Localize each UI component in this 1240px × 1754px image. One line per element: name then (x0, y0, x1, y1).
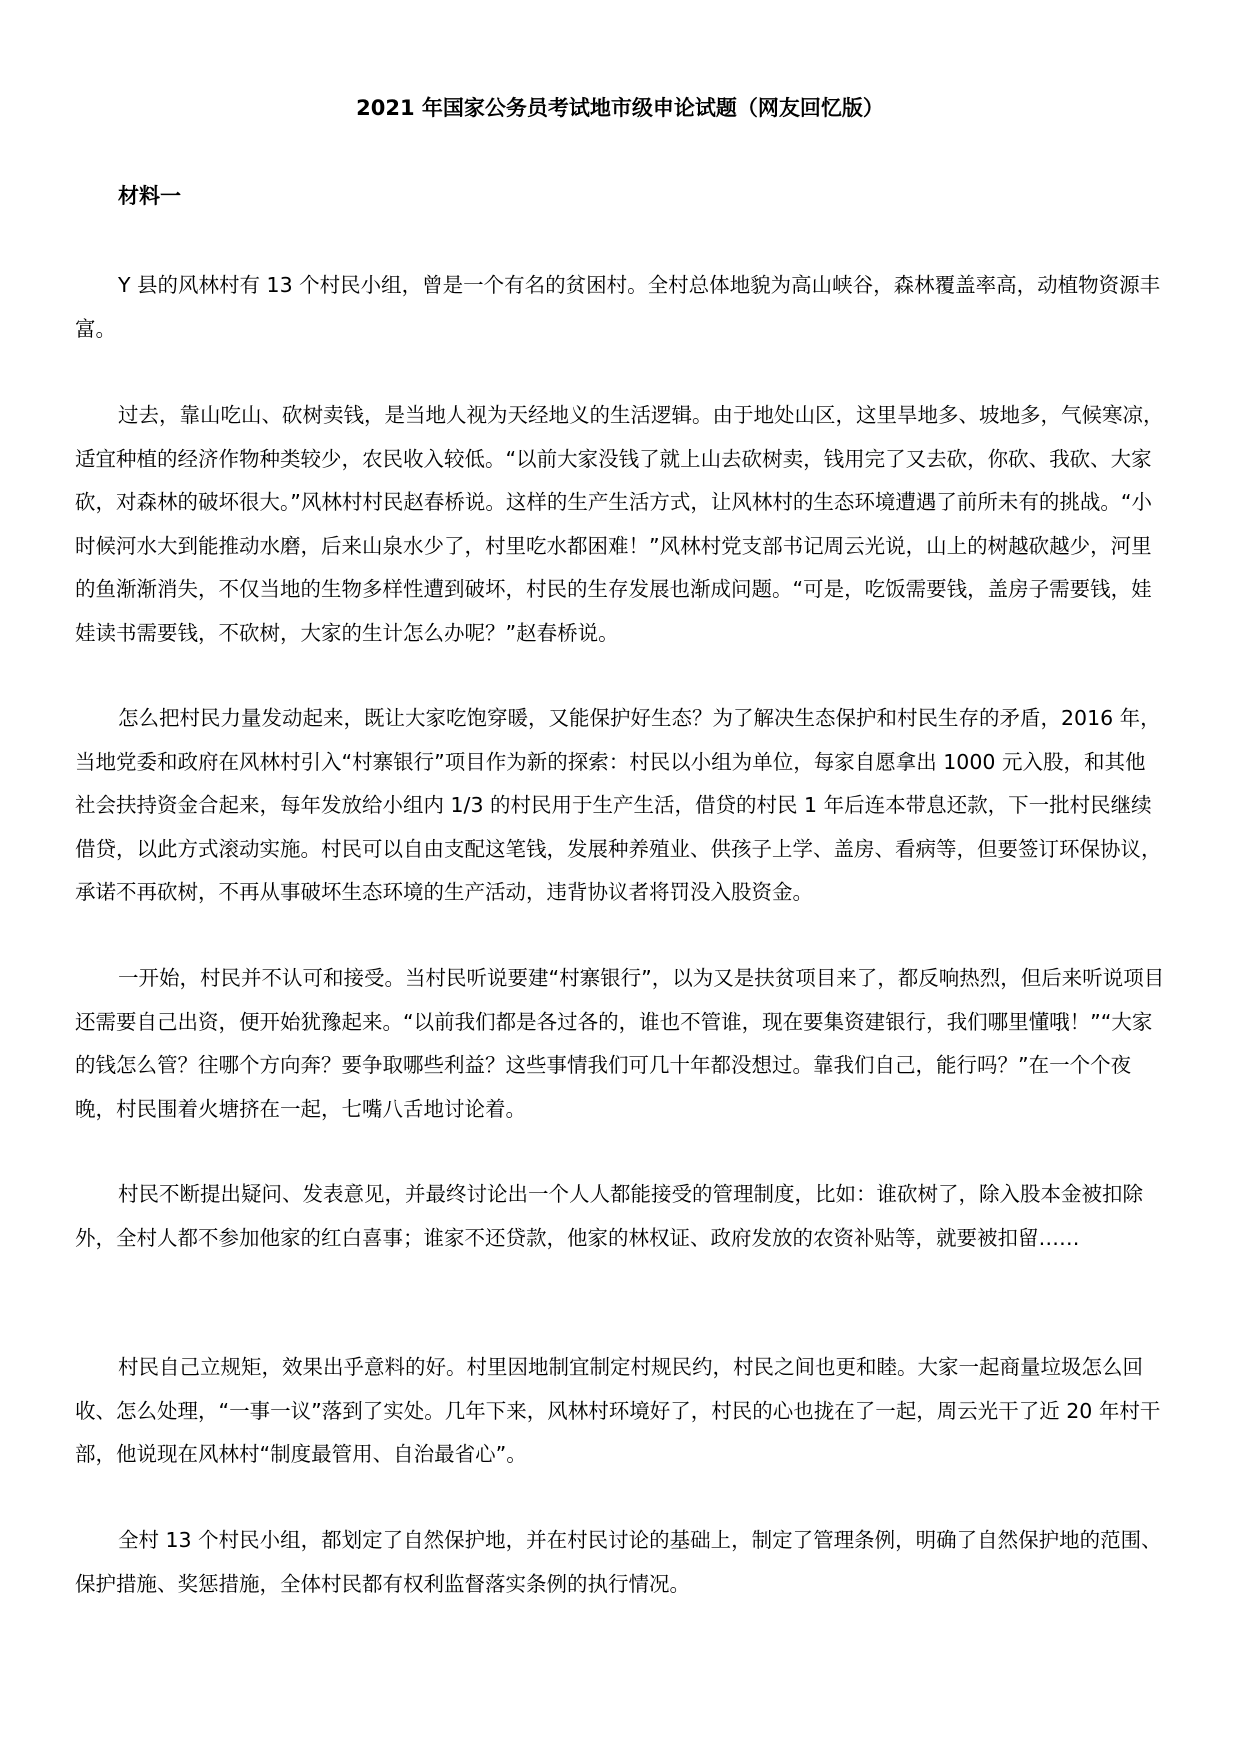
paragraph-1: Y 县的风林村有 13 个村民小组，曾是一个有名的贫困村。全村总体地貌为高山峡谷，森林覆盖率高，动植物资源丰富。 (75, 273, 1161, 341)
section-heading: 材料一 (118, 184, 181, 208)
paragraph-2: 过去，靠山吃山、砍树卖钱，是当地人视为天经地义的生活逻辑。由于地处山区，这里旱地多、坡地多，气候寒凉，适宜种植的经济作物种类较少，农民收入较低。“以前大家没钱了就上山去砍树卖，钱用完了又去砍，你砍、我砍、大家砍，对森林的破坏很大。”风林村村民赵春桥说。这样的生产生活方式，让风林村的生态环境遭遇了前所未有的挑战。“小时候河水大到能推动水磨，后来山泉水少了，村里吃水都困难！”风林村党支部书记周云光说，山上的树越砍越少，河里的鱼渐渐消失，不仅当地的生物多样性遭到破坏，村民的生存发展也渐成问题。“可是，吃饭需要钱，盖房子需要钱，娃娃读书需要钱，不砍树，大家的生计怎么办呢？”赵春桥说。 (75, 403, 1164, 645)
document-title: 2021 年国家公务员考试地市级申论试题（网友回忆版） (356, 96, 884, 120)
paragraph-3: 怎么把村民力量发动起来，既让大家吃饱穿暖，又能保护好生态？为了解决生态保护和村民生存的矛盾，2016 年，当地党委和政府在风林村引入“村寨银行”项目作为新的探索：村民以小组为单位，每家自愿拿出 1000 元入股，和其他社会扶持资金合起来，每年发放给小组内 1/3 的村民用于生产生活，借贷的村民 1 年后连本带息还款，下一批村民继续借贷，以此方式滚动实施。村民可以自由支配这笔钱，发展种养殖业、供孩子上学、盖房、看病等，但要签订环保协议，承诺不再砍树，不再从事破坏生态环境的生产活动，违背协议者将罚没入股资金。 (75, 706, 1162, 904)
paragraph-7: 全村 13 个村民小组，都划定了自然保护地，并在村民讨论的基础上，制定了管理条例，明确了自然保护地的范围、保护措施、奖惩措施，全体村民都有权利监督落实条例的执行情况。 (75, 1528, 1162, 1596)
paragraph-4: 一开始，村民并不认可和接受。当村民听说要建“村寨银行”，以为又是扶贫项目来了，都反响热烈，但后来听说项目还需要自己出资，便开始犹豫起来。“以前我们都是各过各的，谁也不管谁，现在要集资建银行，我们哪里懂哦！”“大家的钱怎么管？往哪个方向奔？要争取哪些利益？这些事情我们可几十年都没想过。靠我们自己，能行吗？”在一个个夜晚，村民围着火塘挤在一起，七嘴八舌地讨论着。 (75, 966, 1165, 1121)
paragraph-5: 村民不断提出疑问、发表意见，并最终讨论出一个人人都能接受的管理制度，比如：谁砍树了，除入股本金被扣除外，全村人都不参加他家的红白喜事；谁家不还贷款，他家的林权证、政府发放的农资补贴等，就要被扣留…… (75, 1182, 1143, 1250)
paragraph-6: 村民自己立规矩，效果出乎意料的好。村里因地制宜制定村规民约，村民之间也更和睦。大家一起商量垃圾怎么回收、怎么处理，“一事一议”落到了实处。几年下来，风林村环境好了，村民的心也拢在了一起，周云光干了近 20 年村干部，他说现在风林村“制度最管用、自治最省心”。 (75, 1355, 1161, 1466)
